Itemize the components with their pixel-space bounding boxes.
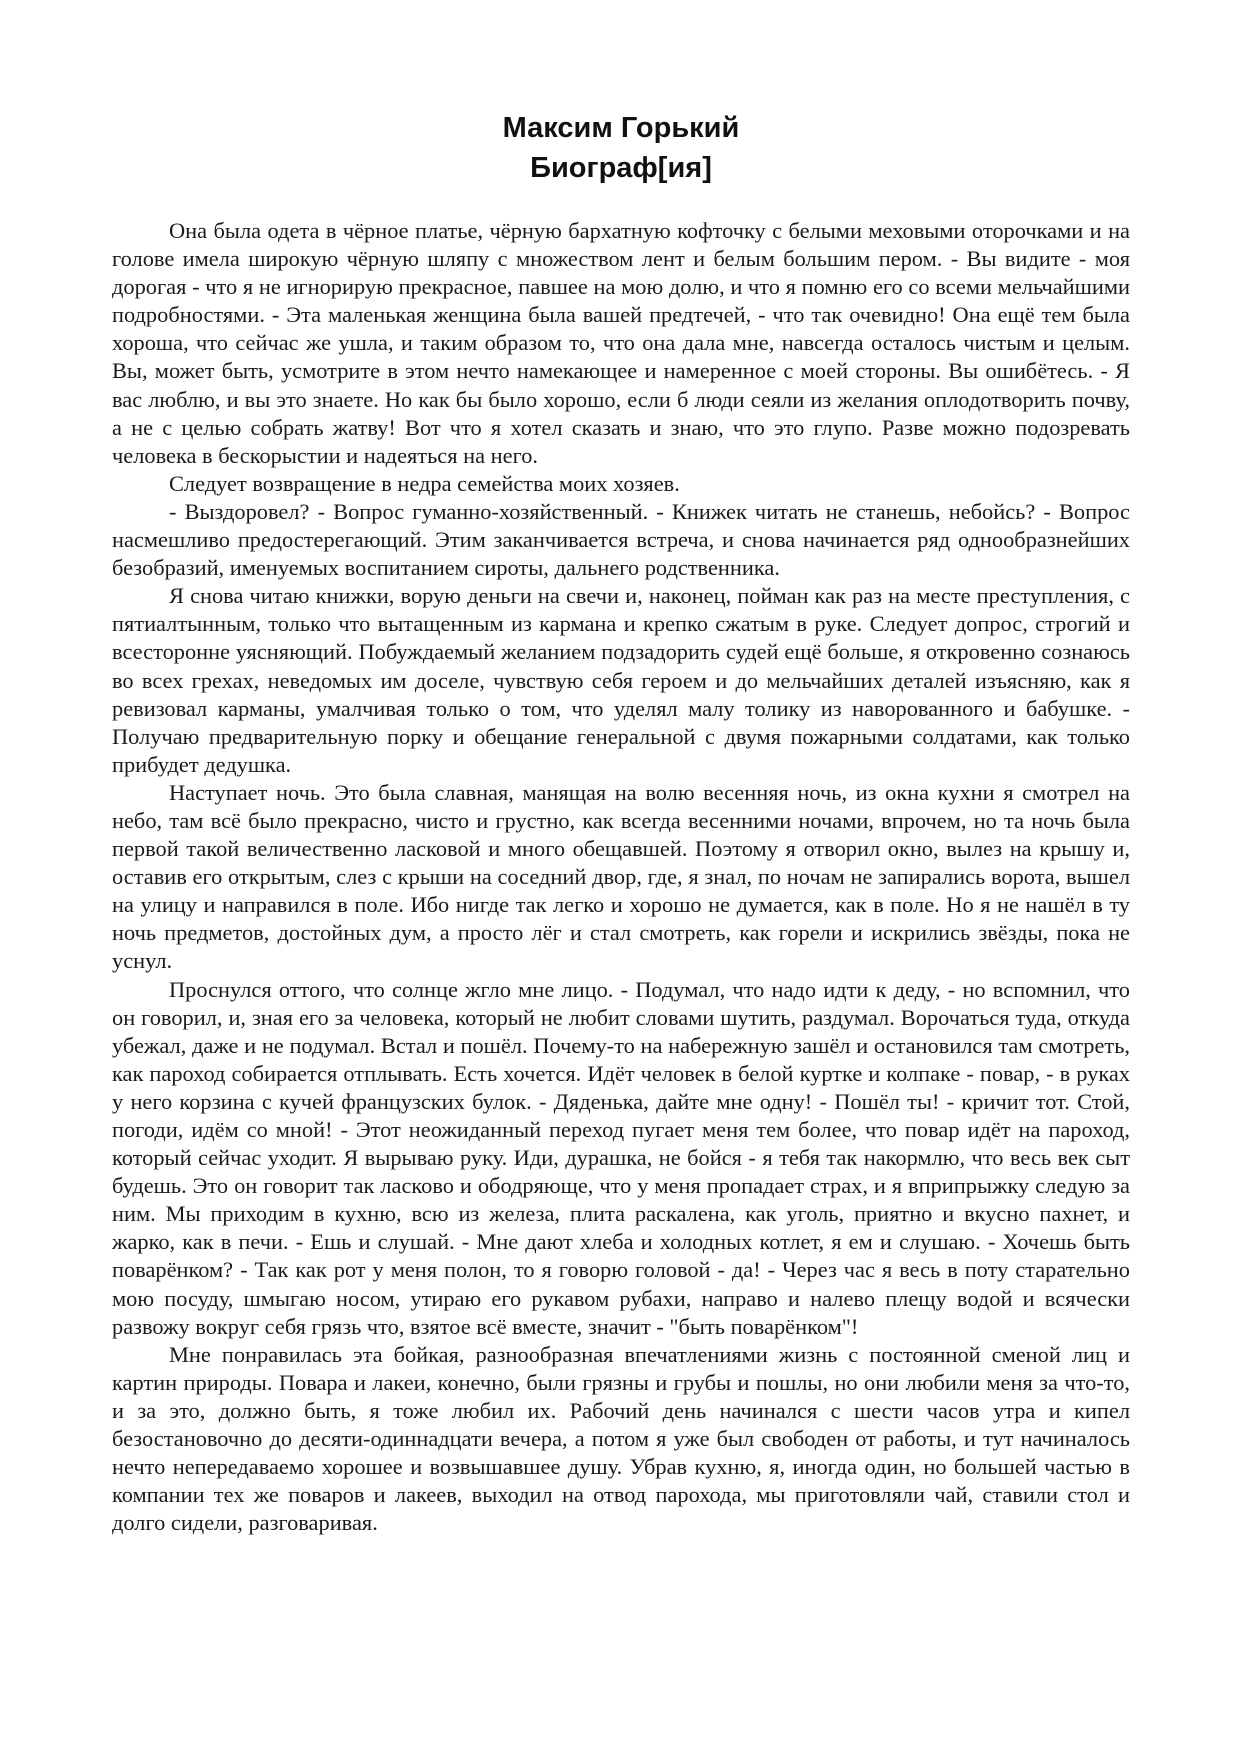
title-block <box>0 108 1242 188</box>
page-title: Биограф[ия] <box>530 152 712 184</box>
paragraph: Я снова читаю книжки, ворую деньги на свечи и, наконец, пойман как раз на месте преступления, с пятиалтынным, только что вытащенным из кармана и крепко сжатым в руке. Следует допрос, строгий и всесторонне уясняющий. Побуждаемый желанием подзадорить судей ещё больше, я откровенно сознаюсь во всех грехах, неведомых им доселе, чувствую себя героем и до мельчайших деталей изъясняю, как я ревизовал карманы, умалчивая только о том, что уделял малу толику из наворованного и бабушке. - Получаю предварительную порку и обещание генеральной с двумя пожарными солдатами, как только прибудет дедушка. <box>112 583 1130 777</box>
paragraph: Проснулся оттого, что солнце жгло мне лицо. - Подумал, что надо идти к деду, - но вспомнил, что он говорил, и, зная его за человека, который не любит словами шутить, раздумал. Ворочаться туда, откуда убежал, даже и не подумал. Встал и пошёл. Почему-то на набережную зашёл и остановился там смотреть, как пароход собирается отплывать. Есть хочется. Идёт человек в белой куртке и колпаке - повар, - в руках у него корзина с кучей французских булок. - Дяденька, дайте мне одну! - Пошёл ты! - кричит тот. Стой, погоди, идём со мной! - Этот неожиданный переход пугает меня тем более, что повар идёт на пароход, который сейчас уходит. Я вырываю руку. Иди, дурашка, не бойся - я тебя так накормлю, что весь век сыт будешь. Это он говорит так ласково и ободряюще, что у меня пропадает страх, и я вприпрыжку следую за ним. Мы приходим в кухню, всю из железа, плита раскалена, как уголь, приятно и вкусно пахнет, и жарко, как в печи. - Ешь и слушай. - Мне дают хлеба и холодных котлет, я ем и слушаю. - Хочешь быть поварёнком? - Так как рот у меня полон, то я говорю головой - да! - Через час я весь в поту старательно мою посуду, шмыгаю носом, утираю его рукавом рубахи, направо и налево плещу водой и всячески развожу вокруг себя грязь что, взятое всё вместе, значит - "быть поварёнком"! <box>112 976 1130 1339</box>
paragraph: - Выздоровел? - Вопрос гуманно-хозяйственный. - Книжек читать не станешь, небойсь? - Вопрос насмешливо предостерегающий. Этим заканчивается встреча, и снова начинается ряд однообразнейших безобразий, именуемых воспитанием сироты, дальнего родственника. <box>112 498 1130 581</box>
author-heading: Максим Горький <box>502 112 740 144</box>
paragraph: Наступает ночь. Это была славная, манящая на волю весенняя ночь, из окна кухни я смотрел на небо, там всё было прекрасно, чисто и грустно, как всегда весенними ночами, впрочем, но та ночь была первой такой величественно ласковой и много обещавшей. Поэтому я отворил окно, вылез на крышу и, оставив его открытым, слез с крыши на соседний двор, где, я знал, по ночам не запирались ворота, вышел на улицу и направился в поле. Ибо нигде так легко и хорошо не думается, как в поле. Но я не нашёл в ту ночь предметов, достойных дум, а просто лёг и стал смотреть, как горели и искрились звёзды, пока не уснул. <box>112 779 1130 974</box>
paragraph: Мне понравилась эта бойкая, разнообразная впечатлениями жизнь с постоянной сменой лиц и картин природы. Повара и лакеи, конечно, были грязны и грубы и пошлы, но они любили меня за что-то, и за это, должно быть, я тоже любил их. Рабочий день начинался с шести часов утра и кипел безостановочно до десяти-одиннадцати вечера, а потом я уже был свободен от работы, и тут начиналось нечто непередаваемо хорошее и возвышавшее душу. Убрав кухню, я, иногда один, но большей частью в компании тех же поваров и лакеев, выходил на отвод парохода, мы приготовляли чай, ставили стол и долго сидели, разговаривая. <box>112 1341 1130 1536</box>
paragraph: Она была одета в чёрное платье, чёрную бархатную кофточку с белыми меховыми оторочками и на голове имела широкую чёрную шляпу с множеством лент и белым большим пером. - Вы видите - моя дорогая - что я не игнорирую прекрасное, павшее на мою долю, и что я помню его со всеми мельчайшими подробностями. - Эта маленькая женщина была вашей предтечей, - что так очевидно! Она ещё тем была хороша, что сейчас же ушла, и таким образом то, что она дала мне, навсегда осталось чистым и целым. Вы, может быть, усмотрите в этом нечто намекающее и намеренное с моей стороны. Вы ошибётесь. - Я вас люблю, и вы это знаете. Но как бы было хорошо, если б люди сеяли из желания оплодотворить почву, а не с целью собрать жатву! Вот что я хотел сказать и знаю, что это глупо. Разве можно подозревать человека в бескорыстии и надеяться на него. <box>112 218 1130 468</box>
body-text <box>112 217 1130 1537</box>
paragraph: Следует возвращение в недра семейства моих хозяев. <box>169 470 680 496</box>
